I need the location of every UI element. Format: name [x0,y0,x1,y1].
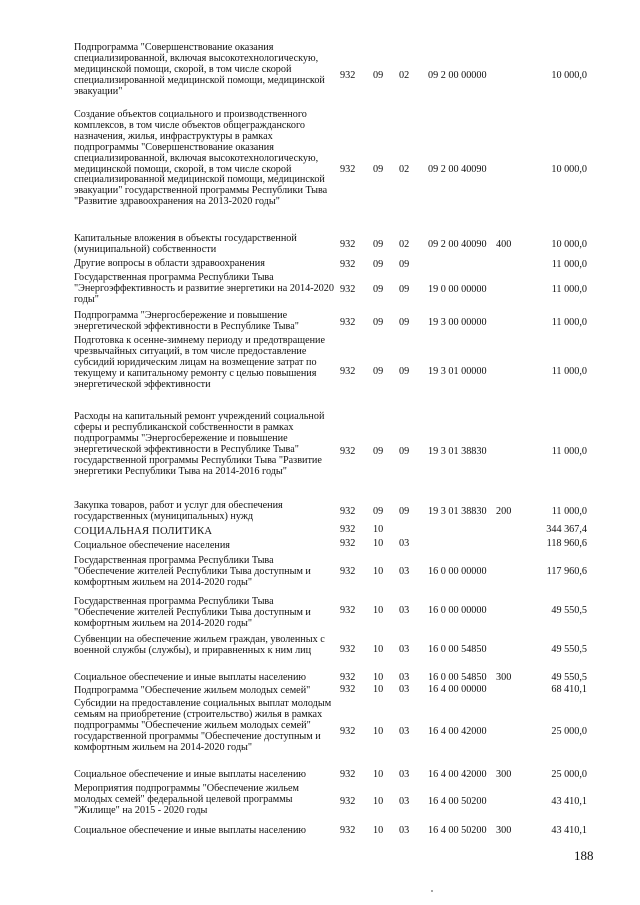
subsection-code: 09 [399,317,410,328]
table-row [0,635,640,671]
table-row [0,699,640,769]
ministry-code: 932 [340,284,356,295]
section-code: 10 [373,796,384,807]
amount: 25 000,0 [551,726,587,737]
target-article-code: 16 0 00 00000 [428,566,487,577]
target-article-code: 19 3 00 00000 [428,317,487,328]
subsection-code: 09 [399,284,410,295]
row-description: Субсидии на предоставление социальных выплат молодым семьям на приобретение (строительство) жилья в рамках подпрограммы "Обеспечение жильем молодых семей" государственной программы "Обеспечение доступным и комфортным жильем на 2014-2020 годы" [74,698,332,753]
ministry-code: 932 [340,446,356,457]
amount: 11 000,0 [551,259,587,270]
amount: 118 960,6 [546,538,587,549]
section-code: 10 [373,524,384,535]
target-article-code: 16 0 00 54850 [428,672,487,683]
amount: 49 550,5 [551,644,587,655]
row-description: Социальное обеспечение и иные выплаты населению [74,769,307,780]
amount: 11 000,0 [551,506,587,517]
target-article-code: 16 4 00 42000 [428,726,487,737]
amount: 11 000,0 [551,317,587,328]
target-article-code: 19 0 00 00000 [428,284,487,295]
amount: 344 367,4 [546,524,587,535]
ministry-code: 932 [340,672,356,683]
table-row [0,412,640,499]
expense-type-code: 400 [496,239,512,250]
table-row [0,784,640,820]
amount: 11 000,0 [551,366,587,377]
ministry-code: 932 [340,164,356,175]
ministry-code: 932 [340,684,356,695]
target-article-code: 16 4 00 50200 [428,825,487,836]
expense-type-code: 300 [496,825,512,836]
subsection-code: 03 [399,605,410,616]
expense-type-code: 300 [496,672,512,683]
table-row [0,501,640,525]
ministry-code: 932 [340,506,356,517]
row-description: Закупка товаров, работ и услуг для обеспечения государственных (муниципальных) нужд [74,500,283,522]
row-description: Подпрограмма "Энергосбережение и повышение энергетической эффективности в Республике Тыва" [74,310,299,332]
section-code: 09 [373,70,384,81]
table-row [0,538,640,553]
ministry-code: 932 [340,605,356,616]
ministry-code: 932 [340,538,356,549]
ministry-code: 932 [340,796,356,807]
scan-speck [431,890,433,892]
row-description: Подготовка к осенне-зимнему периоду и предотвращение чрезвычайных ситуаций, в том числе предоставление субсидий юридическим лицам на возмещение затрат по текущему и капитальному ремонту с целью повышения энергетической эффективности [74,335,326,390]
table-row [0,259,640,271]
ministry-code: 932 [340,644,356,655]
table-row [0,234,640,258]
subsection-code: 09 [399,259,410,270]
subsection-code: 03 [399,769,410,780]
row-description: Социальное обеспечение населения [74,540,230,551]
amount: 10 000,0 [551,239,587,250]
row-description: Капитальные вложения в объекты государственной (муниципальной) собственности [74,233,297,255]
page-number: 188 [574,848,594,863]
amount: 25 000,0 [551,769,587,780]
ministry-code: 932 [340,317,356,328]
table-row [0,43,640,105]
amount: 11 000,0 [551,284,587,295]
target-article-code: 16 4 00 00000 [428,684,487,695]
subsection-code: 02 [399,70,410,81]
ministry-code: 932 [340,524,356,535]
section-code: 09 [373,239,384,250]
row-description: Другие вопросы в области здравоохранения [74,258,265,269]
section-code: 10 [373,672,384,683]
section-code: 09 [373,164,384,175]
target-article-code: 16 0 00 00000 [428,605,487,616]
amount: 43 410,1 [551,796,587,807]
ministry-code: 932 [340,366,356,377]
table-row [0,110,640,235]
table-row [0,336,640,412]
table-row [0,826,640,838]
ministry-code: 932 [340,70,356,81]
row-description: Субвенции на обеспечение жильем граждан, уволенных с военной службы (службы), и приравненных к ним лиц [74,634,325,656]
subsection-code: 03 [399,672,410,683]
section-code: 09 [373,317,384,328]
row-description: Подпрограмма "Совершенствование оказания специализированной, включая высокотехнологическую, медицинской помощи, скорой, в том числе скорой специализированной медицинской помощи, медицинской эвакуации" [74,42,325,97]
table-row [0,597,640,633]
ministry-code: 932 [340,239,356,250]
row-description: Расходы на капитальный ремонт учреждений социальной сферы и республиканской собственности в рамках подпрограммы "Энергосбережение и повышение энергетической эффективности в Республике Тыва" государственной программы Республики Тыва "Развитие энергетики Республики Тыва на 2014-2016 годы" [74,411,325,477]
subsection-code: 03 [399,566,410,577]
subsection-code: 03 [399,796,410,807]
subsection-code: 09 [399,506,410,517]
target-article-code: 09 2 00 40090 [428,239,487,250]
target-article-code: 19 3 01 38830 [428,446,487,457]
section-code: 09 [373,506,384,517]
row-description: Социальное обеспечение и иные выплаты населению [74,825,307,836]
section-code: 09 [373,446,384,457]
ministry-code: 932 [340,769,356,780]
row-description: Создание объектов социального и производственного комплексов, в том числе объектов общегражданского назначения, жилья, инфраструктуры в рамках подпрограммы "Совершенствование оказания специализированной, включая высокотехнологическую, медицинской помощи, скорой, в том числе скорой специализированной медицинской помощи, медицинской эвакуации" государственной программы Республики Тыва "Развитие здравоохранения на 2013-2020 годы" [74,109,328,208]
amount: 49 550,5 [551,672,587,683]
section-code: 10 [373,726,384,737]
table-row [0,311,640,335]
target-article-code: 16 0 00 54850 [428,644,487,655]
section-code: 10 [373,684,384,695]
section-code: 09 [373,284,384,295]
subsection-code: 09 [399,366,410,377]
amount: 117 960,6 [546,566,587,577]
target-article-code: 09 2 00 00000 [428,70,487,81]
row-description: Государственная программа Республики Тыва "Обеспечение жителей Республики Тыва доступным и комфортным жильем на 2014-2020 годы" [74,596,311,629]
subsection-code: 03 [399,726,410,737]
amount: 11 000,0 [551,446,587,457]
amount: 68 410,1 [551,684,587,695]
target-article-code: 16 4 00 42000 [428,769,487,780]
ministry-code: 932 [340,259,356,270]
ministry-code: 932 [340,566,356,577]
row-description: Государственная программа Республики Тыва "Обеспечение жителей Республики Тыва доступным и комфортным жильем на 2014-2020 годы" [74,555,311,588]
target-article-code: 19 3 01 38830 [428,506,487,517]
target-article-code: 19 3 01 00000 [428,366,487,377]
amount: 10 000,0 [551,70,587,81]
row-description: Государственная программа Республики Тыва "Энергоэффективность и развитие энергетики на 2014-2020 годы" [74,272,334,305]
subsection-code: 03 [399,825,410,836]
section-code: 10 [373,644,384,655]
subsection-code: 02 [399,164,410,175]
section-code: 10 [373,769,384,780]
section-code: 10 [373,605,384,616]
row-description: Мероприятия подпрограммы "Обеспечение жильем молодых семей" федеральной целевой программы "Жилище" на 2015 - 2020 годы [74,783,299,816]
ministry-code: 932 [340,726,356,737]
section-code: 09 [373,366,384,377]
section-code: 10 [373,566,384,577]
row-description: Подпрограмма "Обеспечение жильем молодых семей" [74,685,311,696]
expense-type-code: 300 [496,769,512,780]
table-row [0,686,640,698]
section-code: 10 [373,538,384,549]
row-description: Социальное обеспечение и иные выплаты населению [74,672,307,683]
ministry-code: 932 [340,825,356,836]
subsection-code: 03 [399,644,410,655]
subsection-code: 03 [399,538,410,549]
target-article-code: 09 2 00 40090 [428,164,487,175]
amount: 43 410,1 [551,825,587,836]
section-code: 09 [373,259,384,270]
table-row [0,770,640,782]
table-row [0,556,640,592]
section-heading: СОЦИАЛЬНАЯ ПОЛИТИКА [74,526,213,537]
section-code: 10 [373,825,384,836]
amount: 10 000,0 [551,164,587,175]
subsection-code: 02 [399,239,410,250]
amount: 49 550,5 [551,605,587,616]
subsection-code: 09 [399,446,410,457]
subsection-code: 03 [399,684,410,695]
expense-type-code: 200 [496,506,512,517]
table-row [0,273,640,309]
target-article-code: 16 4 00 50200 [428,796,487,807]
